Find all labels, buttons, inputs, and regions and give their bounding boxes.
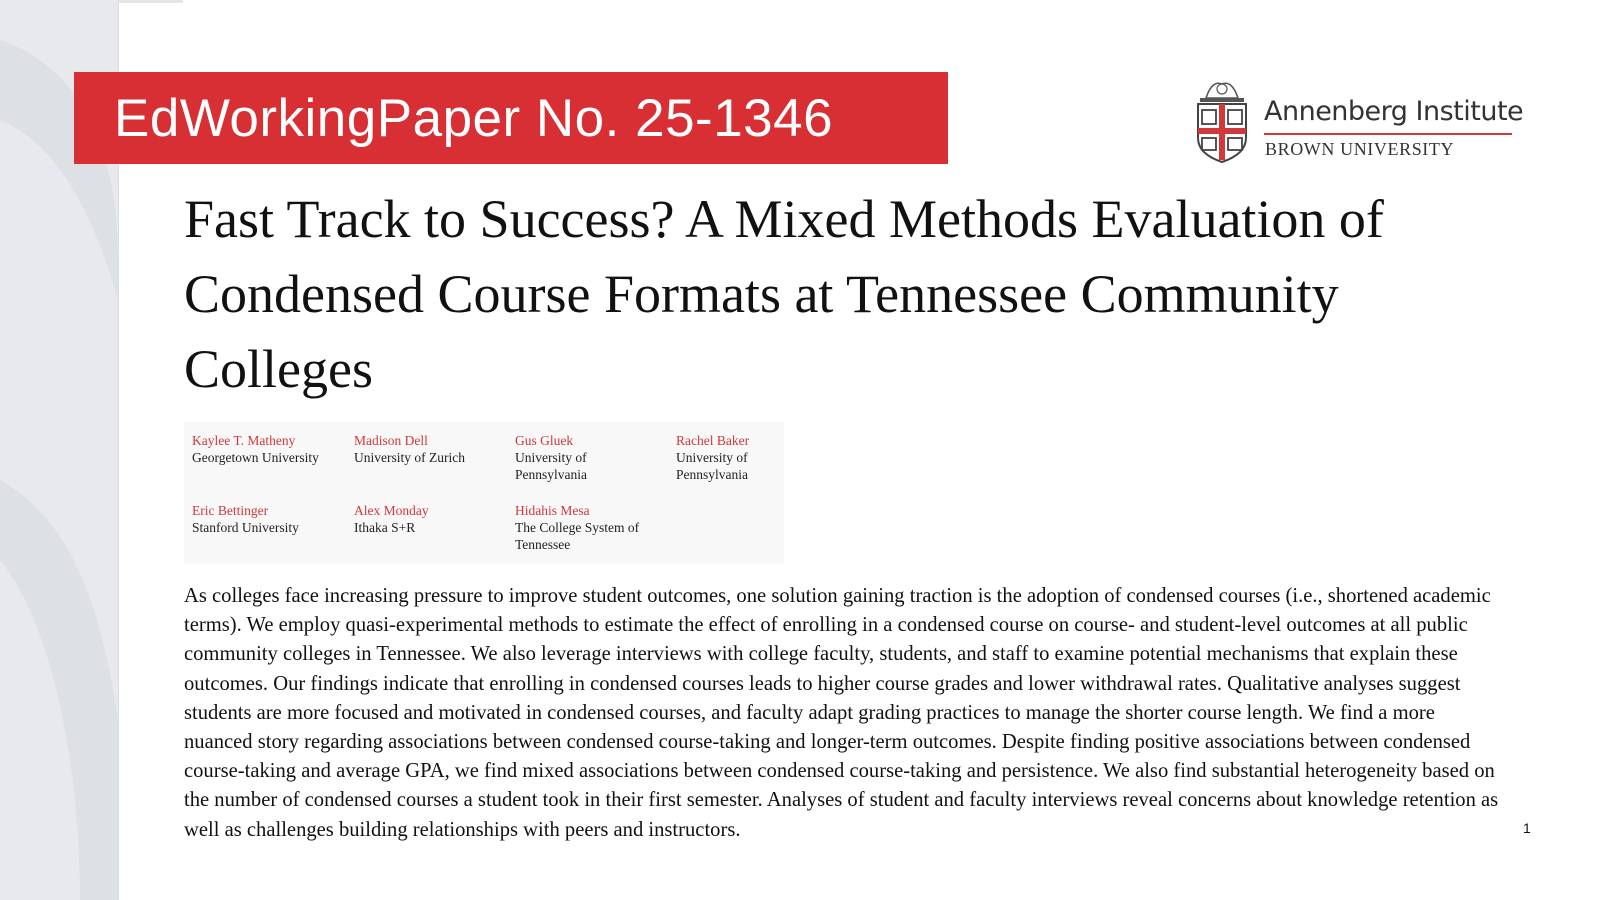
author-affiliation: University of Pennsylvania bbox=[515, 450, 587, 482]
author-entry bbox=[515, 432, 655, 483]
paper-title: Fast Track to Success? A Mixed Methods Evaluation of Condensed Course Formats at Tennessee Community Colleges bbox=[184, 189, 1384, 399]
top-decorative-strip bbox=[118, 0, 183, 3]
university-name: BROWN UNIVERSITY bbox=[1265, 139, 1455, 159]
author-list bbox=[184, 422, 784, 564]
brown-university-shield-icon bbox=[1192, 70, 1252, 166]
author-name[interactable]: Alex Monday bbox=[354, 503, 429, 518]
author-affiliation: The College System of Tennessee bbox=[515, 520, 640, 552]
author-affiliation: Stanford University bbox=[192, 520, 299, 535]
author-entry bbox=[192, 502, 352, 536]
author-name[interactable]: Eric Bettinger bbox=[192, 503, 269, 518]
author-affiliation: University of Pennsylvania bbox=[676, 450, 748, 482]
institute-name: Annenberg Institute bbox=[1264, 96, 1524, 127]
working-paper-number: EdWorkingPaper No. 25-1346 bbox=[114, 88, 834, 148]
author-entry bbox=[515, 502, 655, 553]
author-name[interactable]: Madison Dell bbox=[354, 433, 428, 448]
annenberg-logo bbox=[1192, 70, 1522, 166]
author-affiliation: Georgetown University bbox=[192, 450, 319, 465]
logo-divider bbox=[1264, 133, 1512, 135]
page-number: 1 bbox=[1523, 820, 1531, 836]
author-affiliation: Ithaka S+R bbox=[354, 520, 416, 535]
working-paper-banner bbox=[74, 72, 948, 164]
author-name[interactable]: Kaylee T. Matheny bbox=[192, 433, 296, 448]
abstract-text: As colleges face increasing pressure to improve student outcomes, one solution gaining traction is the adoption of condensed courses (i.e., shortened academic terms). We employ quasi-experimental methods to estimate the effect of enrolling in a condensed course on course- and student-level outcomes at all public community colleges in Tennessee. We also leverage interviews with college faculty, students, and staff to examine potential mechanisms that explain these outcomes. Our findings indicate that enrolling in condensed courses leads to higher course grades and lower withdrawal rates. Qualitative analyses suggest students are more focused and motivated in condensed courses, and faculty adapt grading practices to manage the shorter course length. We find a more nuanced story regarding associations between condensed course-taking and longer-term outcomes. Despite finding positive associations between condensed course-taking and average GPA, we find mixed associations between condensed course-taking and persistence. We also find substantial heterogeneity based on the number of condensed courses a student took in their first semester. Analyses of student and faculty interviews reveal concerns about knowledge retention as well as challenges building relationships with peers and instructors. bbox=[184, 585, 1499, 841]
author-name[interactable]: Rachel Baker bbox=[676, 433, 750, 448]
author-name[interactable]: Hidahis Mesa bbox=[515, 503, 590, 518]
author-entry bbox=[354, 502, 514, 536]
author-entry bbox=[192, 432, 352, 466]
author-name[interactable]: Gus Gluek bbox=[515, 433, 574, 448]
author-entry bbox=[676, 432, 776, 483]
author-entry bbox=[354, 432, 514, 466]
author-affiliation: University of Zurich bbox=[354, 450, 465, 465]
